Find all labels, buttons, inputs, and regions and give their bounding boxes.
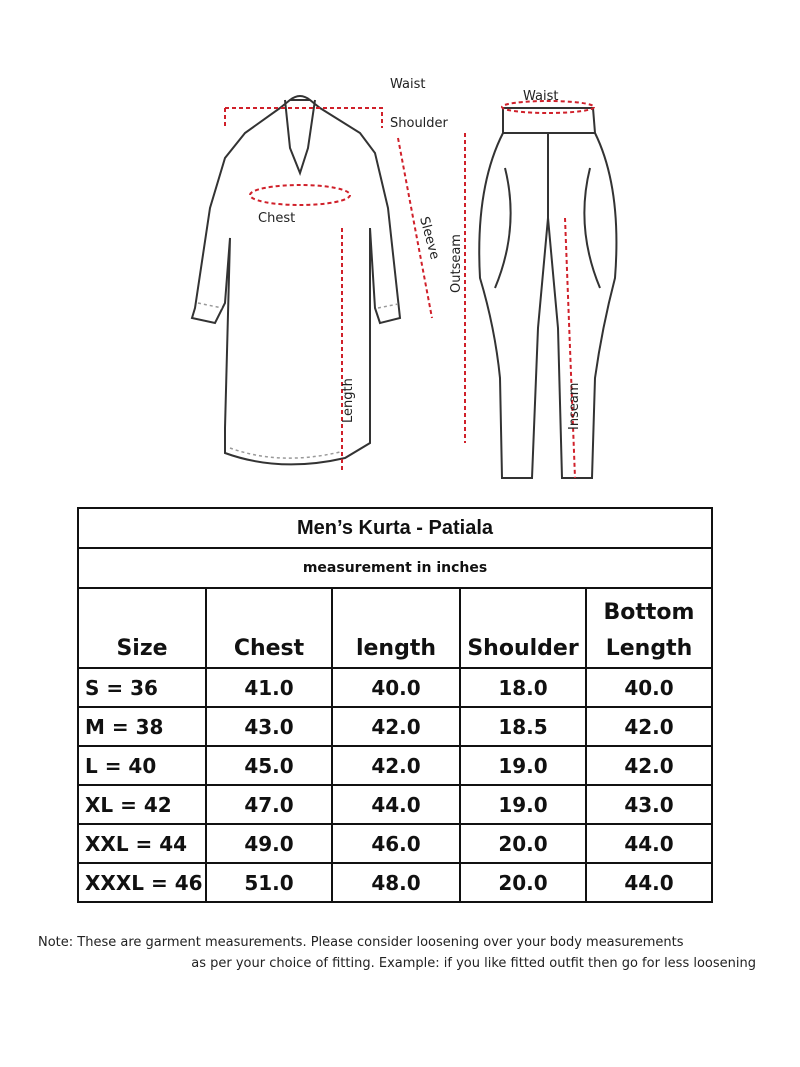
size-cell: M = 38 xyxy=(78,707,206,746)
length-cell: 42.0 xyxy=(332,707,460,746)
size-cell: XXL = 44 xyxy=(78,824,206,863)
kurta-outline xyxy=(192,96,400,464)
chart-title: Men’s Kurta - Patiala xyxy=(78,508,712,548)
waist-top-label: Waist xyxy=(390,78,426,92)
pant-outline xyxy=(479,108,616,478)
bottom-length-cell: 40.0 xyxy=(586,668,712,707)
chest-cell: 41.0 xyxy=(206,668,332,707)
shoulder-cell: 20.0 xyxy=(460,863,586,902)
chest-cell: 47.0 xyxy=(206,785,332,824)
chest-cell: 45.0 xyxy=(206,746,332,785)
waist-pant-label: Waist xyxy=(523,89,559,104)
header-bottom-line1: Bottom xyxy=(603,600,695,625)
header-size: Size xyxy=(78,588,206,668)
length-cell: 46.0 xyxy=(332,824,460,863)
table-row xyxy=(78,668,712,707)
measure-lines xyxy=(225,101,594,478)
header-bottom-length xyxy=(586,588,712,668)
chest-cell: 51.0 xyxy=(206,863,332,902)
bottom-length-cell: 44.0 xyxy=(586,863,712,902)
shoulder-cell: 19.0 xyxy=(460,746,586,785)
size-cell: L = 40 xyxy=(78,746,206,785)
table-row xyxy=(78,785,712,824)
bottom-length-cell: 42.0 xyxy=(586,707,712,746)
length-cell: 44.0 xyxy=(332,785,460,824)
header-bottom-line2: Length xyxy=(605,636,693,661)
outseam-label: Outseam xyxy=(449,234,464,293)
header-chest: Chest xyxy=(206,588,332,668)
length-cell: 42.0 xyxy=(332,746,460,785)
table-row xyxy=(78,707,712,746)
chart-subtitle: measurement in inches xyxy=(78,548,712,588)
header-shoulder: Shoulder xyxy=(460,588,586,668)
chest-cell: 49.0 xyxy=(206,824,332,863)
size-cell: S = 36 xyxy=(78,668,206,707)
size-chart-table xyxy=(77,507,713,903)
length-cell: 40.0 xyxy=(332,668,460,707)
bottom-length-cell: 42.0 xyxy=(586,746,712,785)
table-row xyxy=(78,863,712,902)
bottom-length-cell: 44.0 xyxy=(586,824,712,863)
inseam-label: Inseam xyxy=(567,382,582,430)
shoulder-cell: 18.0 xyxy=(460,668,586,707)
size-cell: XXXL = 46 xyxy=(78,863,206,902)
shoulder-cell: 19.0 xyxy=(460,785,586,824)
shoulder-label: Shoulder xyxy=(390,116,448,131)
measurement-diagram xyxy=(170,78,630,498)
length-cell: 48.0 xyxy=(332,863,460,902)
sleeve-label: Sleeve xyxy=(416,215,442,262)
length-label: Length xyxy=(341,378,356,423)
size-cell: XL = 42 xyxy=(78,785,206,824)
fitting-note xyxy=(38,932,756,974)
bottom-length-cell: 43.0 xyxy=(586,785,712,824)
chest-cell: 43.0 xyxy=(206,707,332,746)
note-line-2: as per your choice of fitting. Example: if you like fitted outfit then go for less loosening xyxy=(191,956,756,971)
table-row xyxy=(78,746,712,785)
kurta-patiala-diagram xyxy=(170,78,630,498)
chest-label: Chest xyxy=(258,211,296,226)
shoulder-cell: 18.5 xyxy=(460,707,586,746)
table-row xyxy=(78,824,712,863)
shoulder-cell: 20.0 xyxy=(460,824,586,863)
header-length: length xyxy=(332,588,460,668)
note-line-1: Note: These are garment measurements. Please consider loosening over your body measurements xyxy=(38,935,684,950)
